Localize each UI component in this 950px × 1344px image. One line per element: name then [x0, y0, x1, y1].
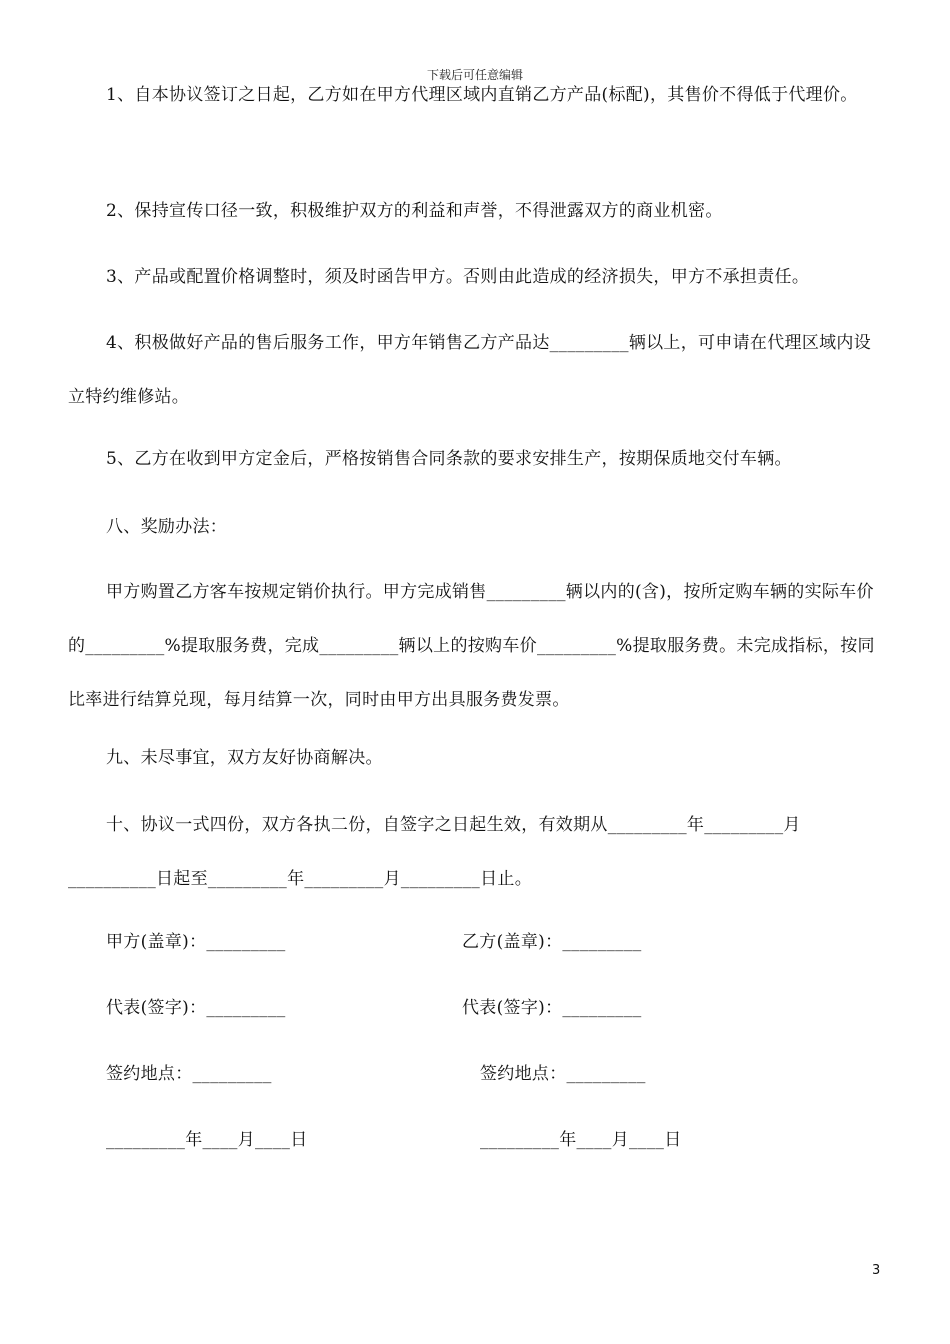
- party-a-place-line: 签约地点：_________: [106, 1064, 272, 1084]
- clause-4: 4、积极做好产品的售后服务工作，甲方年销售乙方产品达_________辆以上，可申请在代理区域内设立特约维修站。: [68, 333, 872, 407]
- section-8-heading: 八、奖励办法：: [106, 517, 228, 537]
- party-a-representative-line: 代表(签字)：_________: [106, 998, 286, 1018]
- header-note: 下载后可任意编辑: [426, 68, 523, 82]
- party-b-seal-line: 乙方(盖章)：_________: [462, 932, 642, 952]
- clause-1: 1、自本协议签订之日起，乙方如在甲方代理区域内直销乙方产品(标配)，其售价不得低于代理价。: [106, 85, 858, 105]
- page-number: 3: [872, 1263, 881, 1278]
- clause-2: 2、保持宣传口径一致，积极维护双方的利益和声誉，不得泄露双方的商业机密。: [106, 201, 723, 221]
- party-a-seal-line: 甲方(盖章)：_________: [106, 932, 286, 952]
- party-b-representative-line: 代表(签字)：_________: [462, 998, 642, 1018]
- party-b-place-line: 签约地点：_________: [480, 1064, 646, 1084]
- clause-5: 5、乙方在收到甲方定金后，严格按销售合同条款的要求安排生产，按期保质地交付车辆。: [106, 449, 792, 469]
- clause-3: 3、产品或配置价格调整时，须及时函告甲方。否则由此造成的经济损失，甲方不承担责任。: [106, 267, 810, 287]
- section-10: 十、协议一式四份，双方各执二份，自签字之日起生效，有效期从_________年_________月__________日起至_________年_________月_________日止。: [68, 815, 801, 889]
- section-8-body: 甲方购置乙方客车按规定销价执行。甲方完成销售_________辆以内的(含)，按所定购车辆的实际车价的_________%提取服务费，完成_________辆以上的按购车价_________%提取服务费。未完成指标，按同比率进行结算兑现，每月结算一次，同时由甲方出具服务费发票。: [68, 582, 875, 710]
- party-b-date-line: _________年____月____日: [480, 1130, 682, 1150]
- party-a-date-line: _________年____月____日: [106, 1130, 308, 1150]
- section-9: 九、未尽事宜，双方友好协商解决。: [106, 748, 383, 768]
